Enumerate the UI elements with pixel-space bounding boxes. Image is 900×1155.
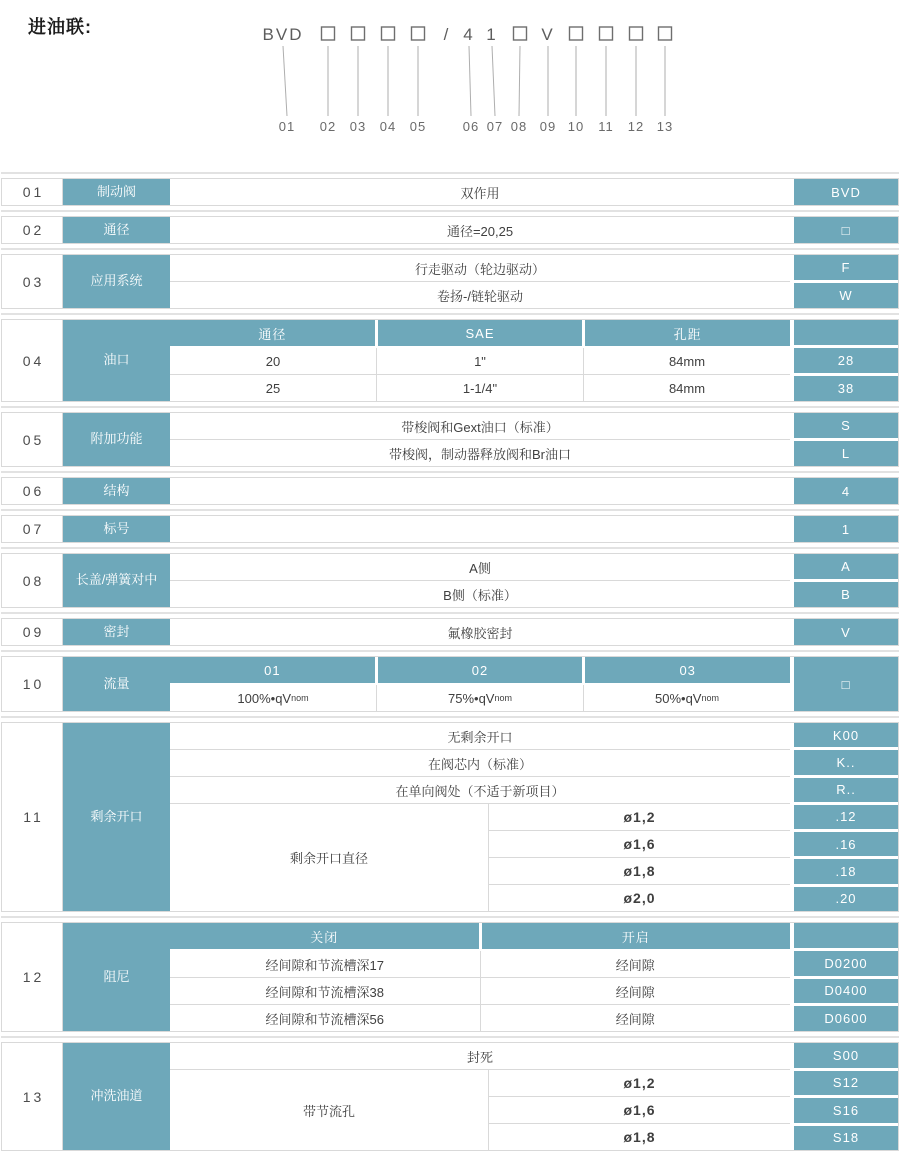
code-cell: R.. [794,778,898,802]
row-separator [1,172,899,174]
code-cell: A [794,554,898,579]
code-cell [794,320,898,345]
description-cell: 在单向阀处（不适于新项目） [170,776,790,803]
description-cell: 通径=20,25 [446,223,514,239]
code-block-12 [1,922,899,1032]
code-block-09 [1,618,899,646]
code-cell: □ [794,657,898,711]
position-number-label: 12 [627,119,645,134]
row-separator [1,716,899,718]
position-number-label: 02 [319,119,337,134]
position-number: 03 [2,255,63,308]
code-placeholder-box [570,27,583,40]
diameter-cell: ø1,8 [489,857,790,884]
code-cell: .16 [794,832,898,856]
code-block-02 [1,216,899,244]
data-cell: 84mm [583,348,790,374]
ordering-code-header [0,0,900,168]
category-label: 阻尼 [63,923,170,1031]
span-label-cell: 剩余开口直径 [289,851,368,866]
code-column [794,657,898,711]
code-segment-text: V [541,25,555,44]
code-segment-text: BVD [262,25,304,44]
flow-value-cell [583,685,790,711]
ordering-code-table [1,172,899,1151]
sub-header-cell: 02 [378,657,583,683]
page-title: 进油联: [28,17,92,37]
code-cell: BVD [794,179,898,205]
description-area [170,478,790,504]
position-number: 02 [2,217,63,243]
span-rows [488,1070,790,1150]
code-cell: D0200 [794,951,898,976]
data-row [170,374,790,401]
description-cell: A侧 [469,560,491,576]
code-placeholder-box [412,27,425,40]
data-cell: 经间隙 [480,1005,791,1031]
code-cell: S18 [794,1126,898,1151]
position-number: 07 [2,516,63,542]
code-cell: .20 [794,887,898,911]
description-area [170,320,790,401]
code-column [794,619,898,645]
row-separator [1,406,899,408]
code-cell: V [794,619,898,645]
category-label: 密封 [63,619,170,645]
position-number-label: 11 [598,119,614,134]
flow-value-cell [170,685,376,711]
code-column [794,1043,898,1150]
code-column [794,478,898,504]
diameter-cell: ø2,0 [489,884,790,911]
code-placeholder-box [600,27,613,40]
row-separator [1,612,899,614]
code-column [794,179,898,205]
code-block-10 [1,656,899,712]
description-area [170,413,790,466]
description-cell: 在阀芯内（标准） [170,749,790,776]
code-cell: B [794,582,898,607]
code-cell: K.. [794,750,898,774]
flow-value-text: 50%•qV [655,690,702,706]
position-number-label: 13 [656,119,674,134]
code-block-04 [1,319,899,402]
diameter-cell: ø1,6 [489,830,790,857]
code-column [794,217,898,243]
code-placeholder-box [352,27,365,40]
category-label: 附加功能 [63,413,170,466]
code-column [794,923,898,1031]
description-cell: 无剩余开口 [447,729,513,745]
category-label: 剩余开口 [63,723,170,911]
flow-value-text: 75%•qV [448,690,495,706]
description-area [170,554,790,607]
code-cell: S00 [794,1043,898,1068]
flow-value-cell [376,685,583,711]
data-row [170,977,790,1004]
sub-header-row [170,657,790,683]
code-block-06 [1,477,899,505]
description-cell: 卷扬-/链轮驱动 [170,281,790,308]
code-cell: K00 [794,723,898,747]
row-separator [1,210,899,212]
sub-header-cell: 开启 [482,923,791,949]
sub-header-cell: 孔距 [585,320,790,346]
data-cell: 84mm [583,375,790,401]
diameter-cell: ø1,6 [489,1096,790,1123]
data-row [170,685,790,711]
flow-value-text: 100%•qV [237,690,292,706]
code-cell: 38 [794,376,898,401]
description-area [170,619,790,645]
data-cell: 1-1/4" [376,375,583,401]
row-separator [1,1036,899,1038]
leader-line [283,46,287,116]
data-row [170,348,790,374]
description-cell [170,478,790,504]
code-cell: L [794,441,898,466]
code-placeholder-box [630,27,643,40]
diameter-cell: ø1,2 [623,1075,656,1091]
row-separator [1,509,899,511]
code-column [794,554,898,607]
data-row [170,1004,790,1031]
code-block-01 [1,178,899,206]
position-number-label: 04 [379,119,397,134]
position-number-label: 10 [567,119,585,134]
code-block-05 [1,412,899,467]
code-cell: 4 [794,478,898,504]
sub-header-cell: SAE [378,320,583,346]
description-area [170,179,790,205]
position-number: 06 [2,478,63,504]
code-block-08 [1,553,899,608]
ordering-code-diagram [0,0,900,168]
sub-header-row [170,923,790,949]
row-separator [1,650,899,652]
position-number: 08 [2,554,63,607]
description-cell: 封死 [466,1049,493,1065]
diameter-cell: ø1,2 [623,809,656,825]
code-segment-text: / [443,25,451,44]
span-label-cell: 带节流孔 [302,1103,355,1119]
position-number-label: 05 [409,119,427,134]
code-cell: 28 [794,348,898,373]
description-area [170,217,790,243]
code-cell: S16 [794,1098,898,1123]
row-separator [1,248,899,250]
code-cell: F [794,255,898,280]
position-number-label: 07 [486,119,504,134]
category-label: 结构 [63,478,170,504]
category-label: 通径 [63,217,170,243]
description-cell: 双作用 [460,185,500,201]
description-area [170,723,790,911]
row-separator [1,313,899,315]
description-area [170,1043,790,1150]
code-column [794,723,898,911]
position-number: 05 [2,413,63,466]
category-label: 制动阀 [63,179,170,205]
code-placeholder-box [382,27,395,40]
data-cell: 20 [265,353,281,369]
data-cell: 经间隙和节流槽深17 [265,957,384,973]
code-placeholder-box [659,27,672,40]
code-placeholder-box [514,27,527,40]
position-number: 13 [2,1043,63,1150]
code-placeholder-box [322,27,335,40]
code-column [794,516,898,542]
position-number: 09 [2,619,63,645]
span-section [170,803,790,911]
code-block-07 [1,515,899,543]
flow-value-subscript: nom [291,693,309,703]
leader-line [469,46,471,116]
position-number-label: 09 [539,119,557,134]
code-column [794,320,898,401]
position-number-label: 01 [278,119,296,134]
position-number: 04 [2,320,63,401]
position-number-label: 03 [349,119,367,134]
description-area [170,516,790,542]
data-cell: 1" [376,348,583,374]
code-block-11 [1,722,899,912]
leader-line [519,46,520,116]
category-label: 流量 [63,657,170,711]
sub-header-cell: 01 [170,657,375,683]
position-number: 12 [2,923,63,1031]
code-cell: S [794,413,898,438]
sub-header-cell: 03 [585,657,790,683]
sub-header-row [170,320,790,346]
description-area [170,255,790,308]
sub-header-cell: 关闭 [170,923,479,949]
category-label: 长盖/弹簧对中 [63,554,170,607]
position-number: 11 [2,723,63,911]
description-cell [170,516,790,542]
description-cell: 带梭阀和Gext油口（标准） [401,419,559,435]
row-separator [1,916,899,918]
code-cell: W [794,283,898,308]
leader-line [492,46,495,116]
category-label: 冲洗油道 [63,1043,170,1150]
code-cell: S12 [794,1071,898,1096]
diameter-cell: ø1,8 [489,1123,790,1150]
category-label: 标号 [63,516,170,542]
description-cell: 氟橡胶密封 [447,625,513,641]
data-row [170,951,790,977]
span-section [170,1069,790,1150]
flow-value-subscript: nom [494,693,512,703]
code-cell: □ [794,217,898,243]
data-cell: 经间隙和节流槽深38 [265,984,384,1000]
code-block-03 [1,254,899,309]
code-segment-text: 4 [463,25,475,44]
position-number-label: 06 [462,119,480,134]
data-cell: 经间隙 [480,978,791,1004]
row-separator [1,471,899,473]
code-cell: .18 [794,859,898,883]
code-cell: .12 [794,805,898,829]
description-area [170,923,790,1031]
position-number: 01 [2,179,63,205]
description-cell: 行走驱动（轮边驱动） [414,261,545,277]
description-cell: 带梭阀，制动器释放阀和Br油口 [170,439,790,466]
category-label: 油口 [63,320,170,401]
position-number: 10 [2,657,63,711]
row-separator [1,547,899,549]
span-rows [488,804,790,911]
position-number-label: 08 [510,119,528,134]
flow-value-subscript: nom [701,693,719,703]
description-area [170,657,790,711]
data-cell: 经间隙 [480,951,791,977]
description-cell: B侧（标准） [170,580,790,607]
data-cell: 25 [265,380,281,396]
code-cell: D0600 [794,1006,898,1031]
code-segment-text: 1 [486,25,498,44]
code-cell: D0400 [794,979,898,1004]
data-cell: 经间隙和节流槽深56 [265,1011,384,1027]
sub-header-cell: 通径 [170,320,375,346]
code-column [794,413,898,466]
code-cell [794,923,898,948]
code-block-13 [1,1042,899,1151]
code-column [794,255,898,308]
code-cell: 1 [794,516,898,542]
category-label: 应用系统 [63,255,170,308]
